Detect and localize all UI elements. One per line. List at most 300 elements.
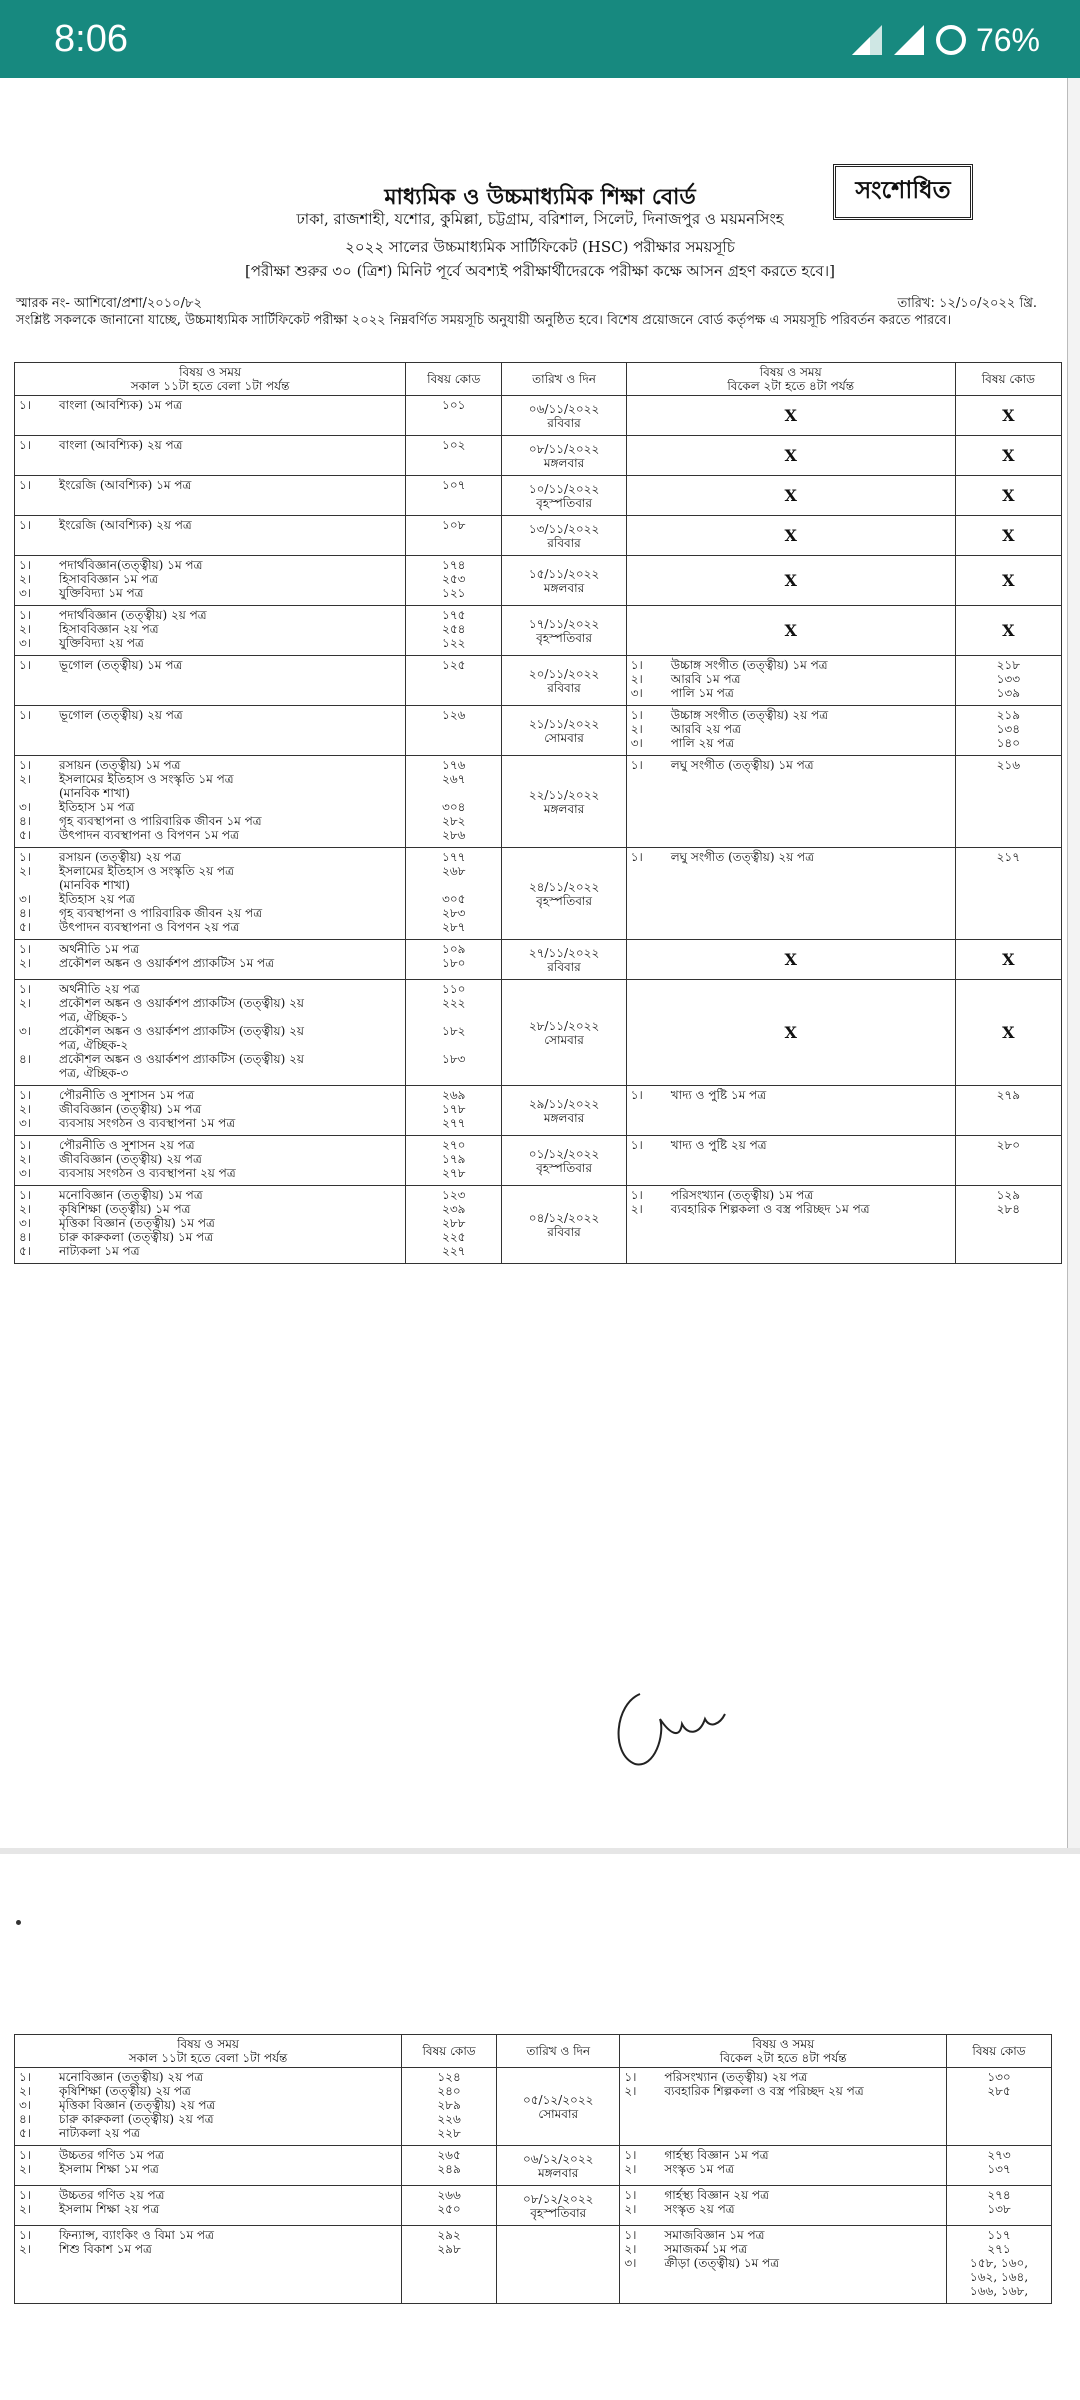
subject-code: ২২৭	[442, 1244, 466, 1258]
subject-code: ৩০৪	[442, 800, 466, 814]
header-date: তারিখ ও দিন	[497, 2035, 620, 2068]
notice-date: তারিখ: ১২/১০/২০২২ খ্রি.	[897, 296, 1037, 311]
subject-code: ১০৯	[442, 942, 466, 956]
subject-line: ৩। ইতিহাস ২য় পত্র	[19, 892, 135, 906]
board-title: মাধ্যমিক ও উচ্চমাধ্যমিক শিক্ষা বোর্ড	[384, 184, 696, 210]
subject-line: ১। গার্হস্থ্য বিজ্ঞান ১ম পত্র	[624, 2148, 769, 2162]
subject-line: ২। কৃষিশিক্ষা (তত্ত্বীয়) ১ম পত্র	[19, 1202, 191, 1216]
subject-line: ৫। নাট্যকলা ১ম পত্র	[19, 1244, 140, 1258]
exam-date: ০৫/১২/২০২২ সোমবার	[497, 2068, 620, 2146]
subject-line: ১। খাদ্য ও পুষ্টি ২য় পত্র	[630, 1138, 767, 1152]
morning-codes	[406, 848, 502, 940]
subject-code: ১৩৪	[996, 722, 1021, 736]
memo-number: স্মারক নং- আশিবো/প্রশা/২০১০/৮২	[16, 296, 202, 311]
subject-code: ২৮৪	[996, 1202, 1021, 1216]
subject-line: ১। পদার্থবিজ্ঞান (তত্ত্বীয়) ২য় পত্র	[19, 608, 207, 622]
subject-line: ৩। ব্যবসায় সংগঠন ও ব্যবস্থাপনা ২য় পত্র	[19, 1166, 236, 1180]
subject-code: ২৯৮	[437, 2242, 461, 2256]
subject-code: ২৭৩	[987, 2148, 1011, 2162]
morning-subjects	[15, 706, 406, 756]
header-afternoon: বিষয় ও সময় বিকেল ২টা হতে ৪টা পর্যন্ত	[620, 2035, 947, 2068]
morning-codes	[406, 476, 502, 516]
subject-code: ১৩৭	[987, 2162, 1011, 2176]
morning-codes	[406, 436, 502, 476]
subject-line: ৫। উৎপাদন ব্যবস্থাপনা ও বিপণন ১ম পত্র	[19, 828, 239, 842]
table-row	[15, 2226, 1052, 2304]
afternoon-subjects	[620, 2226, 947, 2304]
morning-subjects	[15, 2146, 402, 2186]
morning-subjects	[15, 848, 406, 940]
afternoon-codes	[947, 2146, 1052, 2186]
subject-line: ৪। গৃহ ব্যবস্থাপনা ও পারিবারিক জীবন ২য় পত্র	[19, 906, 263, 920]
subject-code: ২৬৬	[437, 2188, 461, 2202]
afternoon-codes	[947, 2186, 1052, 2226]
status-time: 8:06	[54, 18, 128, 60]
subject-line: ২। ইসলামের ইতিহাস ও সংস্কৃতি ১ম পত্র	[19, 772, 234, 786]
subject-line: ১। উচ্চতর গণিত ১ম পত্র	[19, 2148, 164, 2162]
subject-code: ১৫৮, ১৬০,	[969, 2256, 1029, 2270]
morning-subjects	[15, 756, 406, 848]
subject-line: ৩। পালি ২য় পত্র	[630, 736, 735, 750]
subject-code: ২১৮	[996, 658, 1021, 672]
subject-line: ১। উচ্চাঙ্গ সংগীত (তত্ত্বীয়) ১ম পত্র	[630, 658, 828, 672]
subject-line: ৩। মৃত্তিকা বিজ্ঞান (তত্ত্বীয়) ২য় পত্র	[19, 2098, 216, 2112]
header-afternoon: বিষয় ও সময় বিকেল ২টা হতে ৪টা পর্যন্ত	[626, 363, 955, 396]
morning-codes	[406, 396, 502, 436]
header-morning: বিষয় ও সময় সকাল ১১টা হতে বেলা ১টা পর্যন্ত	[15, 2035, 402, 2068]
morning-subjects	[15, 436, 406, 476]
table-row	[15, 606, 1062, 656]
morning-codes	[406, 980, 502, 1086]
status-icons	[850, 20, 1040, 60]
subject-line	[624, 2284, 942, 2298]
table-row	[15, 706, 1062, 756]
exam-date: ০১/১২/২০২২ বৃহস্পতিবার	[502, 1136, 626, 1186]
subject-code: ২১৬	[996, 758, 1021, 772]
table-row	[15, 1136, 1062, 1186]
table-header-row	[15, 363, 1062, 396]
morning-codes	[402, 2226, 497, 2304]
no-exam-mark: X	[626, 940, 955, 980]
morning-codes	[406, 1136, 502, 1186]
subject-line: ১। অর্থনীতি ১ম পত্র	[19, 942, 140, 956]
afternoon-subjects	[626, 656, 955, 706]
subject-code: ২৮৯	[437, 2098, 461, 2112]
afternoon-codes	[947, 2068, 1052, 2146]
subject-code: ১৪০	[996, 736, 1021, 750]
table-row	[15, 2146, 1052, 2186]
subject-code: ২১৯	[996, 708, 1021, 722]
subject-code: ২৮২	[442, 814, 466, 828]
table-row	[15, 436, 1062, 476]
subject-line: ১। পরিসংখ্যান (তত্ত্বীয়) ২য় পত্র	[624, 2070, 808, 2084]
subject-code: ২২৫	[442, 1230, 466, 1244]
no-exam-mark: X	[955, 396, 1061, 436]
subject-code: ২২২	[442, 996, 466, 1010]
table-header-row	[15, 2035, 1052, 2068]
subject-code: ২৫০	[437, 2202, 461, 2216]
subject-line: ১। পৌরনীতি ও সুশাসন ২য় পত্র	[19, 1138, 195, 1152]
subject-code: ২৯২	[437, 2228, 461, 2242]
morning-subjects	[15, 2186, 402, 2226]
afternoon-codes	[955, 756, 1061, 848]
subject-line: ১। মনোবিজ্ঞান (তত্ত্বীয়) ২য় পত্র	[19, 2070, 204, 2084]
subject-line: ১। ইংরেজি (আবশ্যিক) ২য় পত্র	[19, 518, 192, 532]
header-code-2: বিষয় কোড	[955, 363, 1061, 396]
subject-line: ২। প্রকৌশল অঙ্কন ও ওয়ার্কশপ প্র্যাকটিস (তত্ত্বীয়) ২য়	[19, 996, 304, 1010]
subject-code: ১০৮	[442, 518, 466, 532]
subject-code: ১১৭	[987, 2228, 1011, 2242]
subject-line: ৪। চারু কারুকলা (তত্ত্বীয়) ১ম পত্র	[19, 1230, 214, 1244]
exam-date: ১৩/১১/২০২২ রবিবার	[502, 516, 626, 556]
exam-instruction: [পরীক্ষা শুরুর ৩০ (ত্রিশ) মিনিট পূর্বে অবশ্যই পরীক্ষার্থীদেরকে পরীক্ষা কক্ষে আসন গ্রহণ করতে হবে।]	[245, 262, 835, 280]
table-row	[15, 656, 1062, 706]
exam-date: ০৬/১১/২০২২ রবিবার	[502, 396, 626, 436]
morning-subjects	[15, 656, 406, 706]
subject-code: ২৬৭	[442, 772, 466, 786]
subject-code: ২৮৬	[442, 828, 466, 842]
exam-date: ১৭/১১/২০২২ বৃহস্পতিবার	[502, 606, 626, 656]
subject-line: ২। হিসাববিজ্ঞান ২য় পত্র	[19, 622, 159, 636]
no-exam-mark: X	[626, 556, 955, 606]
subject-line: ৩। ক্রীড়া (তত্ত্বীয়) ১ম পত্র	[624, 2256, 780, 2270]
subject-line: ২। জীববিজ্ঞান (তত্ত্বীয়) ১ম পত্র	[19, 1102, 202, 1116]
morning-subjects	[15, 940, 406, 980]
subject-line: ২। ইসলাম শিক্ষা ২য় পত্র	[19, 2202, 160, 2216]
morning-codes	[402, 2186, 497, 2226]
afternoon-subjects	[626, 1086, 955, 1136]
subject-line: ৩। ব্যবসায় সংগঠন ও ব্যবস্থাপনা ১ম পত্র	[19, 1116, 236, 1130]
scan-speck	[16, 1920, 21, 1925]
subject-code: ২৭৪	[987, 2188, 1011, 2202]
revised-stamp: সংশোধিত	[833, 164, 973, 220]
morning-codes	[402, 2068, 497, 2146]
afternoon-subjects	[626, 1186, 955, 1264]
subject-line: ১। পদার্থবিজ্ঞান(তত্ত্বীয়) ১ম পত্র	[19, 558, 203, 572]
subject-line: ২। ব্যবহারিক শিল্পকলা ও বস্ত্র পরিচ্ছদ ১ম পত্র	[630, 1202, 870, 1216]
table-row	[15, 756, 1062, 848]
morning-subjects	[15, 606, 406, 656]
afternoon-codes	[955, 706, 1061, 756]
subject-code: ১৩০	[987, 2070, 1011, 2084]
subject-line: ১। অর্থনীতি ২য় পত্র	[19, 982, 140, 996]
subject-line: ২। আরবি ১ম পত্র	[630, 672, 741, 686]
afternoon-subjects	[626, 848, 955, 940]
no-exam-mark: X	[955, 516, 1061, 556]
morning-codes	[406, 606, 502, 656]
battery-percent: 76%	[975, 21, 1040, 58]
header-code: বিষয় কোড	[402, 2035, 497, 2068]
subject-code: ১১০	[442, 982, 466, 996]
subject-code: ২৪০	[437, 2084, 461, 2098]
subject-code: ২৫৩	[442, 572, 466, 586]
subject-line: ১। লঘু সংগীত (তত্ত্বীয়) ১ম পত্র	[630, 758, 814, 772]
exam-date: ২০/১১/২০২২ রবিবার	[502, 656, 626, 706]
exam-date: ২৮/১১/২০২২ সোমবার	[502, 980, 626, 1086]
subject-line: পত্র, ঐচ্ছিক-২	[59, 1038, 129, 1052]
afternoon-subjects	[620, 2068, 947, 2146]
board-cities: ঢাকা, রাজশাহী, যশোর, কুমিল্লা, চট্টগ্রাম, বরিশাল, সিলেট, দিনাজপুর ও ময়মনসিংহ	[296, 210, 784, 228]
subject-code: ১৭৭	[442, 850, 466, 864]
subject-code: ২৮৭	[442, 920, 466, 934]
morning-subjects	[15, 476, 406, 516]
subject-code: ২৩৯	[442, 1202, 466, 1216]
table-row	[15, 2186, 1052, 2226]
subject-line: ১। সমাজবিজ্ঞান ১ম পত্র	[624, 2228, 765, 2242]
subject-line: ১। রসায়ন (তত্ত্বীয়) ২য় পত্র	[19, 850, 181, 864]
no-exam-mark: X	[626, 980, 955, 1086]
subject-line: ৫। নাট্যকলা ২য় পত্র	[19, 2126, 140, 2140]
no-exam-mark: X	[955, 476, 1061, 516]
afternoon-codes	[955, 656, 1061, 706]
signal-icon-2	[892, 23, 926, 57]
subject-code: ১৩৮	[987, 2202, 1011, 2216]
afternoon-codes	[955, 848, 1061, 940]
subject-line: ৪। গৃহ ব্যবস্থাপনা ও পারিবারিক জীবন ১ম পত্র	[19, 814, 262, 828]
subject-code: ২৮০	[996, 1138, 1021, 1152]
subject-line: ৩। পালি ১ম পত্র	[630, 686, 734, 700]
subject-line: ৪। চারু কারুকলা (তত্ত্বীয়) ২য় পত্র	[19, 2112, 214, 2126]
exam-date: ২২/১১/২০২২ মঙ্গলবার	[502, 756, 626, 848]
subject-code: ২২৬	[437, 2112, 461, 2126]
no-exam-mark: X	[955, 556, 1061, 606]
subject-line: ১। গার্হস্থ্য বিজ্ঞান ২য় পত্র	[624, 2188, 769, 2202]
subject-code	[410, 1038, 497, 1052]
table-row	[15, 2068, 1052, 2146]
no-exam-mark: X	[626, 476, 955, 516]
afternoon-subjects	[626, 706, 955, 756]
subject-line: ৩। যুক্তিবিদ্যা ২য় পত্র	[19, 636, 144, 650]
subject-code: ২৭৮	[442, 1166, 466, 1180]
subject-line: ১। ভূগোল (তত্ত্বীয়) ২য় পত্র	[19, 708, 183, 722]
subject-line: ২। ইসলাম শিক্ষা ১ম পত্র	[19, 2162, 159, 2176]
subject-code: ২৭৭	[442, 1116, 466, 1130]
subject-line: পত্র, ঐচ্ছিক-৩	[59, 1066, 129, 1080]
subject-code: ১৬২, ১৬৪,	[969, 2270, 1029, 2284]
table-row	[15, 1186, 1062, 1264]
morning-subjects	[15, 2068, 402, 2146]
table-row	[15, 476, 1062, 516]
subject-line: ১। ফিন্যান্স, ব্যাংকিং ও বিমা ১ম পত্র	[19, 2228, 214, 2242]
exam-date: ০৮/১১/২০২২ মঙ্গলবার	[502, 436, 626, 476]
subject-line: ১। লঘু সংগীত (তত্ত্বীয়) ২য় পত্র	[630, 850, 814, 864]
morning-codes	[406, 516, 502, 556]
subject-code: ১২৬	[442, 708, 466, 722]
subject-line: ২। হিসাববিজ্ঞান ১ম পত্র	[19, 572, 159, 586]
subject-code: ২৬৮	[442, 864, 466, 878]
subject-code: ১৭৮	[442, 1102, 466, 1116]
subject-code: ২৬৫	[437, 2148, 461, 2162]
exam-date: ২৪/১১/২০২২ বৃহস্পতিবার	[502, 848, 626, 940]
subject-code: ১২৫	[442, 658, 466, 672]
table-row	[15, 396, 1062, 436]
subject-code	[410, 878, 497, 892]
subject-code: ২৭১	[987, 2242, 1011, 2256]
morning-subjects	[15, 980, 406, 1086]
subject-line: (মানবিক শাখা)	[59, 878, 130, 892]
subject-code: ২৬৯	[442, 1088, 466, 1102]
morning-codes	[406, 756, 502, 848]
morning-codes	[402, 2146, 497, 2186]
table-row	[15, 516, 1062, 556]
subject-line: ১। বাংলা (আবশ্যিক) ২য় পত্র	[19, 438, 183, 452]
subject-line: ১। বাংলা (আবশ্যিক) ১ম পত্র	[19, 398, 183, 412]
subject-code: ২৮৫	[987, 2084, 1011, 2098]
header-code-2: বিষয় কোড	[947, 2035, 1052, 2068]
subject-line: ১। খাদ্য ও পুষ্টি ১ম পত্র	[630, 1088, 767, 1102]
subject-code: ২৮৮	[442, 1216, 466, 1230]
header-code: বিষয় কোড	[406, 363, 502, 396]
subject-code: ১২১	[442, 586, 466, 600]
morning-subjects	[15, 1136, 406, 1186]
morning-subjects	[15, 516, 406, 556]
subject-code: ১৭৪	[442, 558, 466, 572]
subject-code: ১২৯	[996, 1188, 1021, 1202]
subject-code: ২৪৯	[437, 2162, 461, 2176]
morning-codes	[406, 1186, 502, 1264]
no-exam-mark: X	[626, 606, 955, 656]
morning-subjects	[15, 1186, 406, 1264]
no-exam-mark: X	[955, 940, 1061, 980]
exam-date: ১০/১১/২০২২ বৃহস্পতিবার	[502, 476, 626, 516]
subject-code: ১৮০	[442, 956, 466, 970]
subject-line: ১। পরিসংখ্যান (তত্ত্বীয়) ১ম পত্র	[630, 1188, 814, 1202]
afternoon-codes	[955, 1086, 1061, 1136]
header-morning: বিষয় ও সময় সকাল ১১টা হতে বেলা ১টা পর্যন্ত	[15, 363, 406, 396]
subject-code: ১৭৫	[442, 608, 466, 622]
table-row	[15, 556, 1062, 606]
subject-line: ২। জীববিজ্ঞান (তত্ত্বীয়) ২য় পত্র	[19, 1152, 202, 1166]
subject-code: ৩০৫	[442, 892, 466, 906]
subject-code: ১৩৩	[996, 672, 1021, 686]
subject-code: ১০২	[442, 438, 466, 452]
status-bar	[0, 0, 1080, 78]
exam-date: ১৫/১১/২০২২ মঙ্গলবার	[502, 556, 626, 606]
no-exam-mark: X	[626, 436, 955, 476]
subject-code: ২৭০	[442, 1138, 466, 1152]
subject-line: ৩। যুক্তিবিদ্যা ১ম পত্র	[19, 586, 144, 600]
morning-subjects	[15, 556, 406, 606]
afternoon-subjects	[620, 2186, 947, 2226]
subject-code: ১০৭	[442, 478, 466, 492]
subject-line: ৩। মৃত্তিকা বিজ্ঞান (তত্ত্বীয়) ১ম পত্র	[19, 1216, 215, 1230]
subject-line: ২। সংস্কৃত ১ম পত্র	[624, 2162, 735, 2176]
subject-code	[410, 1066, 497, 1080]
notice-text: সংশ্লিষ্ট সকলকে জানানো যাচ্ছে, উচ্চমাধ্যমিক সার্টিফিকেট পরীক্ষা ২০২২ নিম্নবর্ণিত সময়সূচি অনুযায়ী অনুষ্ঠিত হবে। বিশেষ প্রয়োজনে বোর্ড কর্তৃপক্ষ এ সময়সূচি পরিবর্তন করতে পারবে।	[16, 313, 952, 328]
exam-date: ০৪/১২/২০২২ রবিবার	[502, 1186, 626, 1264]
no-exam-mark: X	[955, 436, 1061, 476]
morning-subjects	[15, 1086, 406, 1136]
morning-codes	[406, 656, 502, 706]
battery-ring-icon	[934, 23, 968, 57]
subject-code: ১০১	[442, 398, 466, 412]
schedule-title: ২০২২ সালের উচ্চমাধ্যমিক সার্টিফিকেট (HSC) পরীক্ষার সময়সূচি	[345, 238, 735, 256]
subject-code: ১২৩	[442, 1188, 466, 1202]
subject-line: ১। মনোবিজ্ঞান (তত্ত্বীয়) ১ম পত্র	[19, 1188, 203, 1202]
table-row	[15, 1086, 1062, 1136]
subject-code: ১২৪	[437, 2070, 461, 2084]
table-row	[15, 848, 1062, 940]
subject-code: ২৫৪	[442, 622, 466, 636]
exam-date: ২৯/১১/২০২২ মঙ্গলবার	[502, 1086, 626, 1136]
subject-code: ১৩৯	[996, 686, 1021, 700]
subject-line: ৩। ইতিহাস ১ম পত্র	[19, 800, 135, 814]
subject-code: ১৭৬	[442, 758, 466, 772]
afternoon-codes	[955, 1186, 1061, 1264]
subject-code: ১২২	[442, 636, 466, 650]
subject-line: ১। ভূগোল (তত্ত্বীয়) ১ম পত্র	[19, 658, 183, 672]
subject-line: ২। সমাজকর্ম ১ম পত্র	[624, 2242, 748, 2256]
subject-line: ২। শিশু বিকাশ ১ম পত্র	[19, 2242, 152, 2256]
afternoon-subjects	[626, 1136, 955, 1186]
page-gutter	[1068, 78, 1080, 1848]
morning-codes	[406, 1086, 502, 1136]
subject-line: ২। ব্যবহারিক শিল্পকলা ও বস্ত্র পরিচ্ছদ ২য় পত্র	[624, 2084, 864, 2098]
subject-line: ২। সংস্কৃত ২য় পত্র	[624, 2202, 735, 2216]
exam-date: ০৬/১২/২০২২ মঙ্গলবার	[497, 2146, 620, 2186]
no-exam-mark: X	[955, 606, 1061, 656]
signature-icon	[610, 1674, 740, 1784]
exam-date: ০৮/১২/২০২২ বৃহস্পতিবার	[497, 2186, 620, 2226]
subject-code: ২২৮	[437, 2126, 461, 2140]
subject-line: ৪। প্রকৌশল অঙ্কন ও ওয়ার্কশপ প্র্যাকটিস (তত্ত্বীয়) ২য়	[19, 1052, 304, 1066]
exam-date: ২১/১১/২০২২ সোমবার	[502, 706, 626, 756]
no-exam-mark: X	[626, 396, 955, 436]
subject-code: ১৮৩	[442, 1052, 466, 1066]
subject-line: (মানবিক শাখা)	[59, 786, 130, 800]
subject-line: পত্র, ঐচ্ছিক-১	[59, 1010, 129, 1024]
signal-icon	[850, 23, 884, 57]
afternoon-codes	[947, 2226, 1052, 2304]
afternoon-subjects	[626, 756, 955, 848]
subject-line: ১। ইংরেজি (আবশ্যিক) ১ম পত্র	[19, 478, 192, 492]
afternoon-subjects	[620, 2146, 947, 2186]
subject-line: ২। আরবি ২য় পত্র	[630, 722, 741, 736]
subject-code	[410, 1010, 497, 1024]
schedule-table-page1	[14, 362, 1062, 1264]
no-exam-mark: X	[626, 516, 955, 556]
subject-line: ৫। উৎপাদন ব্যবস্থাপনা ও বিপণন ২য় পত্র	[19, 920, 240, 934]
subject-line: ১। উচ্চাঙ্গ সংগীত (তত্ত্বীয়) ২য় পত্র	[630, 708, 829, 722]
morning-codes	[406, 556, 502, 606]
subject-line: ৩। প্রকৌশল অঙ্কন ও ওয়ার্কশপ প্র্যাকটিস (তত্ত্বীয়) ২য়	[19, 1024, 304, 1038]
table-row	[15, 940, 1062, 980]
subject-code: ১৮২	[442, 1024, 466, 1038]
subject-line: ১। উচ্চতর গণিত ২য় পত্র	[19, 2188, 165, 2202]
subject-line: ২। ইসলামের ইতিহাস ও সংস্কৃতি ২য় পত্র	[19, 864, 234, 878]
header-date: তারিখ ও দিন	[502, 363, 626, 396]
subject-line: ১। রসায়ন (তত্ত্বীয়) ১ম পত্র	[19, 758, 181, 772]
subject-code: ২৭৯	[996, 1088, 1021, 1102]
exam-date: ২৭/১১/২০২২ রবিবার	[502, 940, 626, 980]
table-row	[15, 980, 1062, 1086]
morning-subjects	[15, 396, 406, 436]
subject-line: ২। প্রকৌশল অঙ্কন ও ওয়ার্কশপ প্র্যাকটিস ১ম পত্র	[19, 956, 275, 970]
schedule-table-page2	[14, 2034, 1052, 2304]
subject-code: ২৮৩	[442, 906, 466, 920]
morning-codes	[406, 706, 502, 756]
subject-code: ২১৭	[996, 850, 1021, 864]
subject-line: ২। কৃষিশিক্ষা (তত্ত্বীয়) ২য় পত্র	[19, 2084, 191, 2098]
morning-subjects	[15, 2226, 402, 2304]
subject-code: ১৬৬, ১৬৮,	[969, 2284, 1029, 2298]
no-exam-mark: X	[955, 980, 1061, 1086]
subject-code	[410, 786, 497, 800]
subject-line	[624, 2270, 942, 2284]
subject-line: ১। পৌরনীতি ও সুশাসন ১ম পত্র	[19, 1088, 195, 1102]
afternoon-codes	[955, 1136, 1061, 1186]
morning-codes	[406, 940, 502, 980]
